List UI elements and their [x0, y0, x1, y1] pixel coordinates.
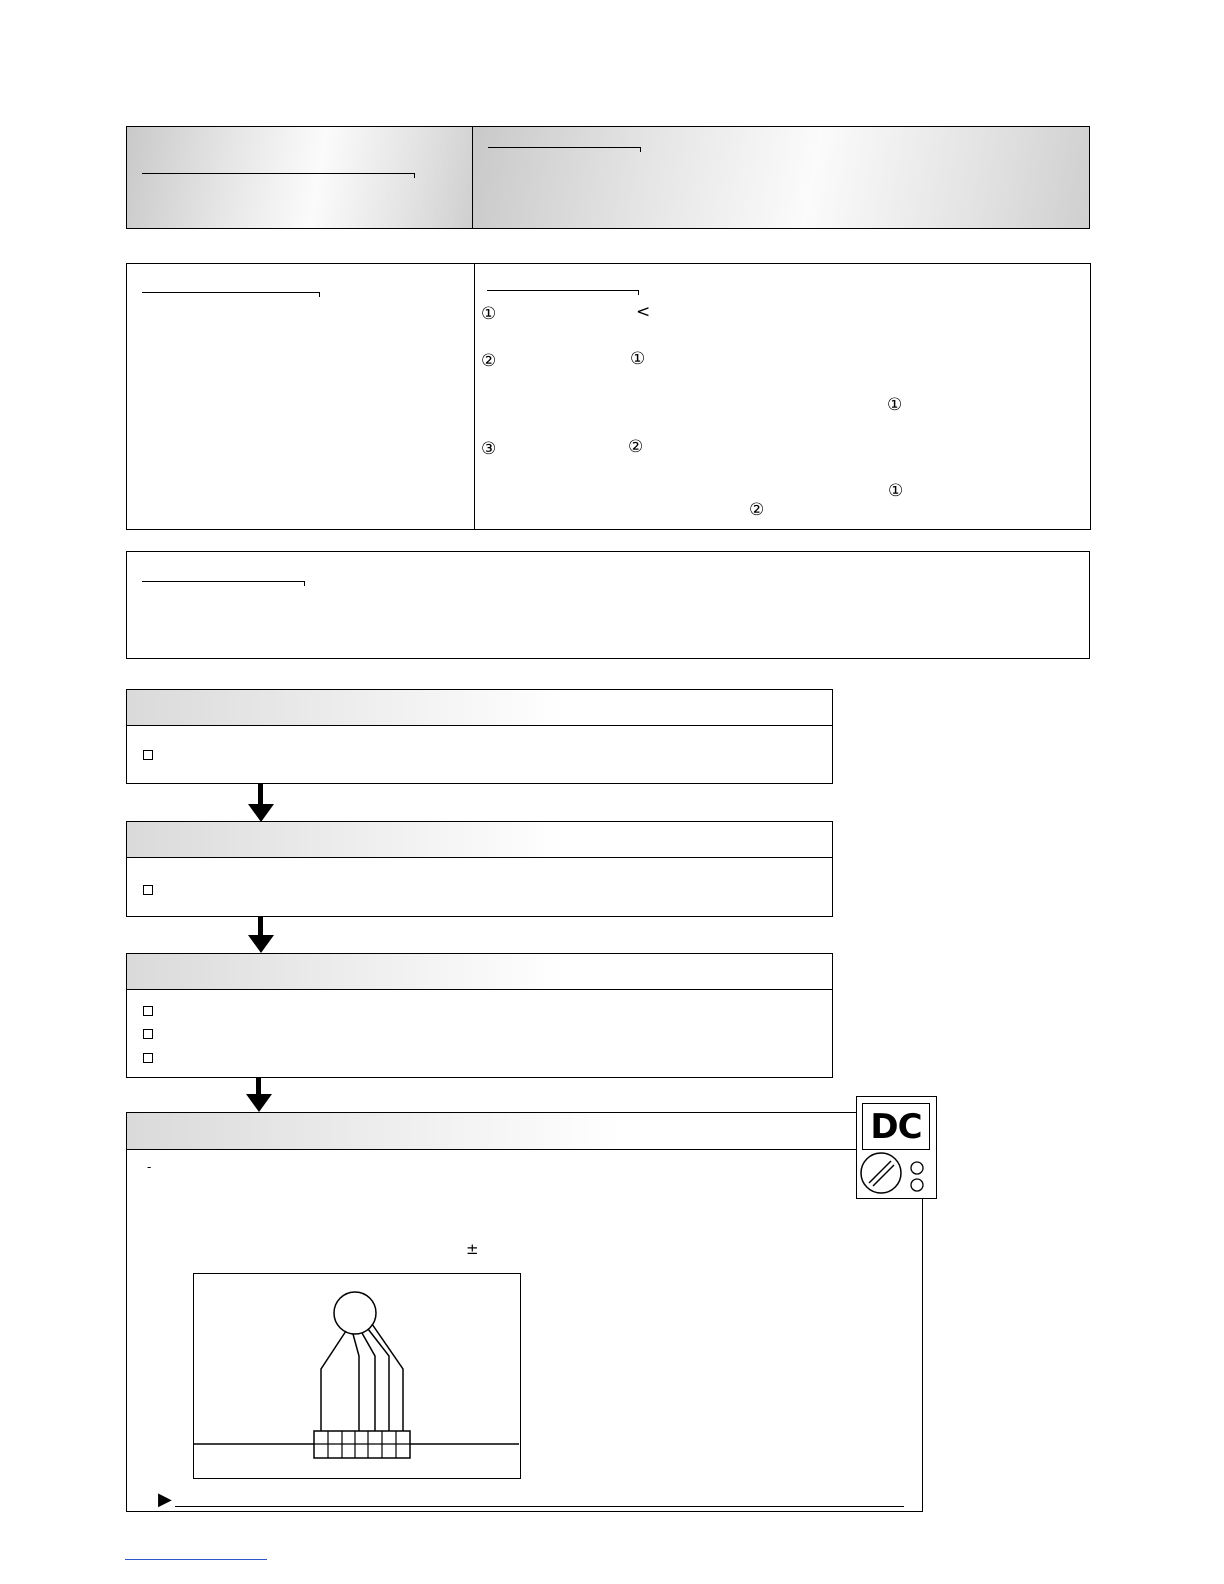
- wire-1: [321, 1331, 346, 1431]
- ref-step-2-b: ②: [749, 500, 765, 520]
- wire-2: [353, 1334, 359, 1431]
- plus-minus-symbol: ±: [466, 1240, 479, 1258]
- meter-dial-svg: [857, 1149, 935, 1199]
- checkbox-icon[interactable]: [143, 1053, 153, 1063]
- bullet-mark: -: [147, 1160, 152, 1174]
- header-right-underline: [488, 147, 641, 148]
- meter-dial: [861, 1153, 901, 1193]
- flow-arrow-1-shaft: [258, 784, 263, 804]
- less-than-symbol: <: [636, 302, 651, 322]
- check-step-1: [126, 689, 833, 784]
- step-number-3: ③: [481, 439, 497, 459]
- header-left-panel: [126, 126, 474, 229]
- checkbox-icon[interactable]: [143, 750, 153, 760]
- conditions-left-panel: [126, 263, 476, 530]
- ref-step-1-b: ①: [887, 395, 903, 415]
- checkbox-icon[interactable]: [143, 1006, 153, 1016]
- header-right-panel: [472, 126, 1090, 229]
- sensor-circle: [334, 1292, 376, 1334]
- check-step-4-header: [127, 1113, 922, 1150]
- meter-label: DC: [870, 1106, 922, 1147]
- check-step-4: [126, 1106, 923, 1512]
- step-number-1: ①: [481, 304, 497, 324]
- connector-diagram: [193, 1273, 521, 1479]
- dc-multimeter-icon: [856, 1096, 937, 1199]
- ref-step-1-c: ①: [888, 481, 904, 501]
- check-step-3: [126, 953, 833, 1078]
- footer-link-line[interactable]: [125, 1559, 267, 1560]
- note-underline: [142, 581, 305, 582]
- connector-wiring-svg: [194, 1274, 519, 1477]
- checkbox-icon[interactable]: [143, 1029, 153, 1039]
- step-number-2: ②: [481, 351, 497, 371]
- meter-display: [862, 1103, 930, 1150]
- flow-arrow-3-shaft: [256, 1078, 261, 1095]
- flow-arrow-2-shaft: [258, 917, 263, 936]
- procedure-right-panel: [474, 263, 1091, 530]
- conditions-left-underline: [142, 292, 320, 293]
- header-left-underline: [142, 173, 415, 174]
- flow-arrow-2-icon: [248, 935, 274, 953]
- check-step-3-header: [127, 954, 832, 990]
- check-step-2-header: [127, 822, 832, 858]
- flow-arrow-3-icon: [246, 1094, 272, 1112]
- note-marker-icon: ▶: [158, 1489, 172, 1510]
- procedure-right-underline: [487, 290, 639, 291]
- check-step-2: [126, 821, 833, 917]
- note-panel: [126, 551, 1090, 659]
- checkbox-icon[interactable]: [143, 885, 153, 895]
- check-step-1-header: [127, 690, 832, 726]
- flow-arrow-1-icon: [248, 804, 274, 822]
- ref-step-2-a: ②: [628, 437, 644, 457]
- ref-step-1-a: ①: [630, 349, 646, 369]
- meter-jack-2: [911, 1179, 923, 1191]
- meter-jack-1: [911, 1162, 923, 1174]
- note-line: [175, 1506, 904, 1507]
- wire-3: [362, 1333, 375, 1431]
